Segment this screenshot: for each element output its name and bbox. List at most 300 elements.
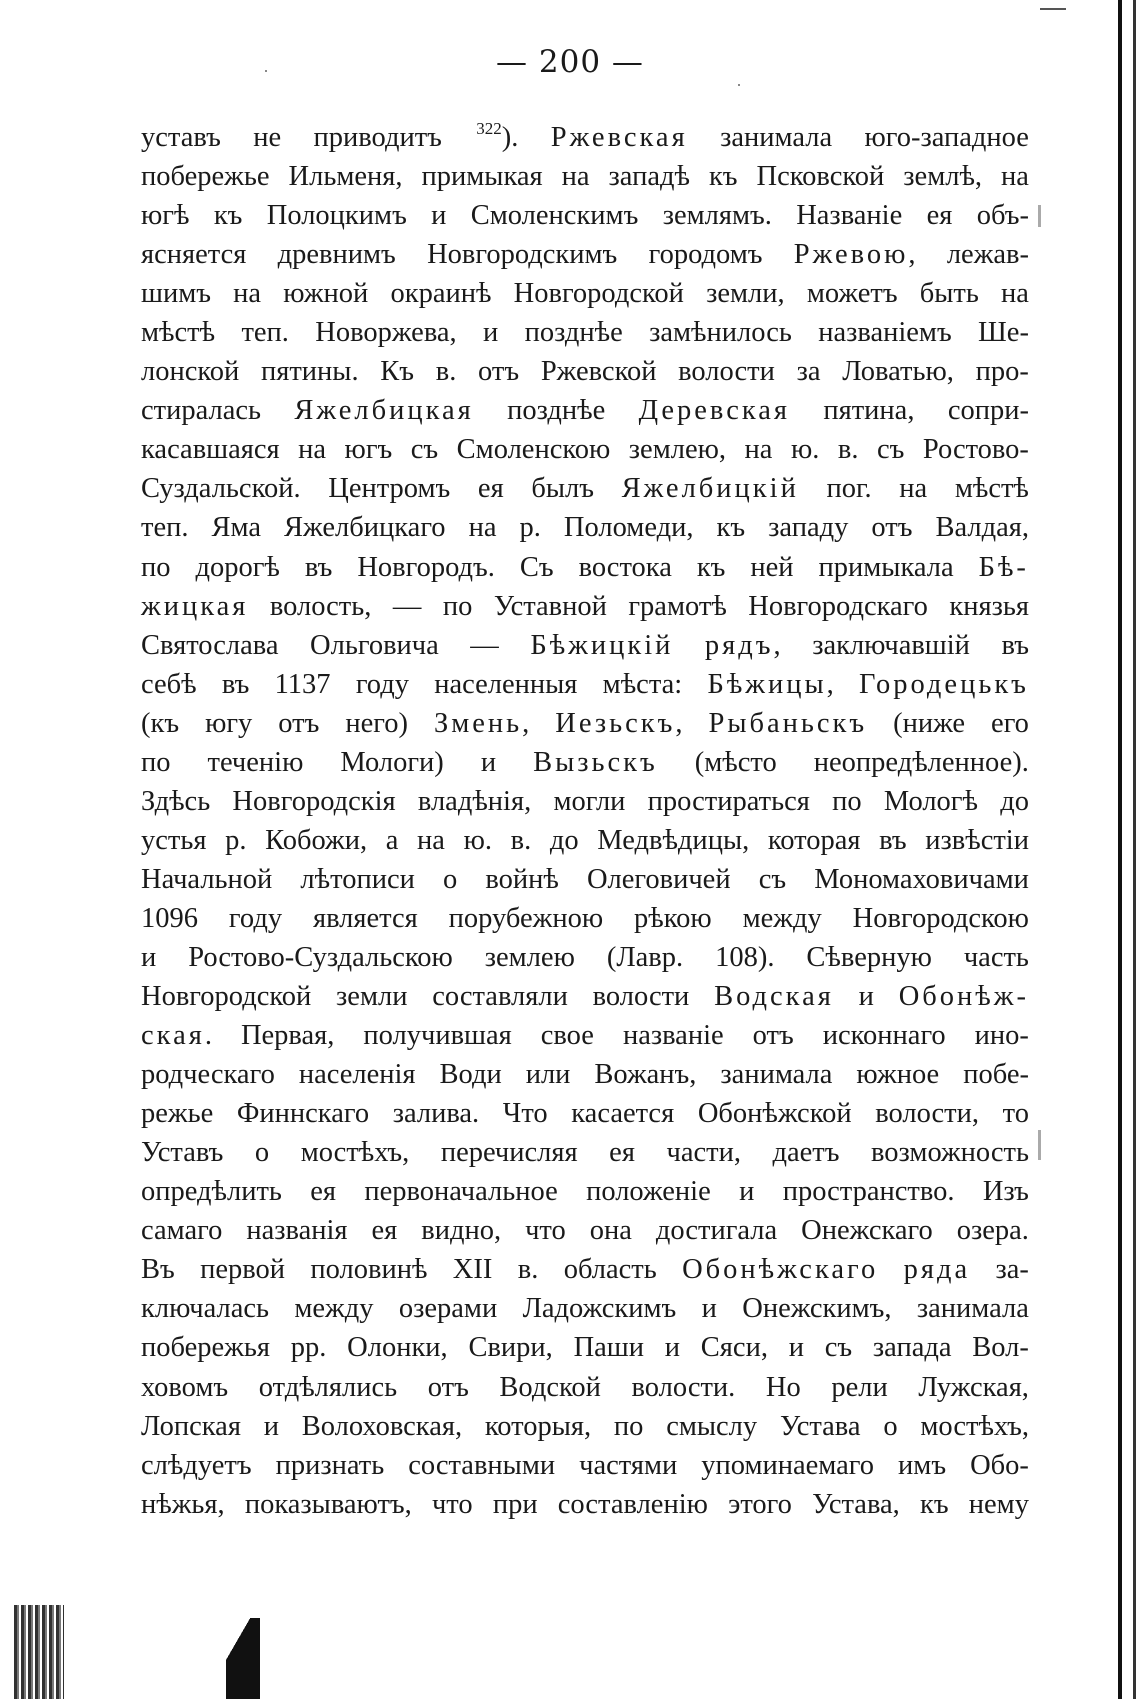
word: за xyxy=(796,356,821,388)
text-line xyxy=(141,548,1029,587)
word: ея xyxy=(477,473,504,505)
word: лежав- xyxy=(946,239,1029,271)
word: уставъ xyxy=(141,122,221,153)
word xyxy=(530,626,673,665)
word: войнѣ xyxy=(485,863,559,895)
word: названіемъ xyxy=(818,317,952,349)
word: Медвѣдицы, xyxy=(597,824,750,856)
word: части, xyxy=(666,1137,741,1169)
word: между xyxy=(742,902,822,934)
word: Свири, xyxy=(468,1332,553,1364)
word: волости xyxy=(592,981,690,1013)
word: въ xyxy=(221,668,250,700)
spaced-emphasis: Змень xyxy=(433,707,523,739)
word: по xyxy=(141,551,171,583)
word: опредѣлить xyxy=(141,1176,282,1208)
word: позднѣе xyxy=(524,317,623,349)
word: названія xyxy=(246,1215,348,1247)
word: населенныя xyxy=(434,668,578,700)
text-line xyxy=(141,860,1029,899)
scan-speck xyxy=(738,84,740,86)
word: до xyxy=(1000,785,1029,817)
word: Вожанъ, xyxy=(594,1059,697,1091)
word: Мологи) xyxy=(340,746,444,778)
spaced-emphasis: ряда xyxy=(903,1254,971,1286)
word: Что xyxy=(502,1098,548,1130)
word: — xyxy=(392,590,422,622)
spaced-emphasis: Ржевою xyxy=(793,239,909,271)
spaced-emphasis: Вызьскъ xyxy=(533,746,658,778)
word: былъ xyxy=(531,473,594,505)
spaced-emphasis: Бѣ- xyxy=(978,551,1029,583)
word: отъ xyxy=(278,707,320,739)
word: устья xyxy=(141,824,207,856)
word: ея xyxy=(926,200,953,232)
text-line xyxy=(141,235,1029,274)
word: р. xyxy=(225,824,247,856)
word: отдѣлялись xyxy=(258,1371,398,1403)
word: Первая, xyxy=(240,1020,335,1052)
word xyxy=(141,587,248,626)
word: положеніе xyxy=(586,1176,711,1208)
word: Новгородскія xyxy=(232,785,396,817)
word: самаго xyxy=(141,1215,223,1247)
word: примыкая xyxy=(421,161,543,193)
word: Псковской xyxy=(756,161,885,193)
word: Новгородъ. xyxy=(357,551,495,583)
word: ясняется xyxy=(141,239,247,271)
text-line xyxy=(141,1368,1029,1407)
word: Новгородской xyxy=(513,278,684,310)
word: ховомъ xyxy=(141,1371,229,1403)
word: ея xyxy=(310,1176,337,1208)
word: Паши xyxy=(573,1332,644,1364)
scan-artifact xyxy=(14,1605,64,1699)
word: востока xyxy=(578,551,672,583)
word: Новгородскаго xyxy=(748,590,928,622)
word: на xyxy=(744,434,773,466)
word: извѣстіи xyxy=(925,824,1029,856)
spaced-emphasis: рядъ xyxy=(704,629,774,661)
word: землямъ. xyxy=(662,200,772,232)
word: съ xyxy=(876,434,905,466)
word: о xyxy=(883,1410,898,1442)
text-line xyxy=(141,821,1029,860)
scan-mark xyxy=(1038,205,1041,227)
text-line xyxy=(141,1055,1029,1094)
word: мѣста: xyxy=(602,668,683,700)
word: Устава, xyxy=(812,1488,900,1520)
word: касавшаяся xyxy=(141,434,280,466)
word: отъ xyxy=(427,1371,469,1403)
word: пространство. xyxy=(782,1176,955,1208)
word: отъ xyxy=(478,356,520,388)
word: отъ xyxy=(871,512,913,544)
word xyxy=(533,743,658,782)
word: и xyxy=(480,746,497,778)
word: не xyxy=(253,122,282,153)
word: году xyxy=(355,668,409,700)
text-line xyxy=(141,430,1029,469)
word: 1137 xyxy=(274,668,331,700)
word xyxy=(622,469,799,508)
word: часть xyxy=(963,941,1029,973)
word: западу xyxy=(768,512,849,544)
word: Ржевской xyxy=(540,356,657,388)
word: волости, xyxy=(875,1098,980,1130)
word: (къ xyxy=(141,707,180,739)
word: упоминаемаго xyxy=(701,1449,875,1481)
word: 108). xyxy=(715,941,775,973)
word: первой xyxy=(200,1254,286,1286)
word: къ xyxy=(716,512,746,544)
word: году xyxy=(228,902,283,934)
word: стиралась xyxy=(141,395,262,427)
word: Водской xyxy=(499,1371,601,1403)
word: Новгородскимъ xyxy=(427,239,618,271)
word: которая xyxy=(767,824,861,856)
word: показываютъ, xyxy=(244,1488,412,1520)
word: XII xyxy=(452,1254,493,1286)
word: или xyxy=(525,1059,571,1091)
word: и xyxy=(739,1176,755,1208)
spaced-emphasis: жицкая xyxy=(141,590,249,622)
word xyxy=(551,118,688,157)
word: признать xyxy=(275,1449,385,1481)
word: мостѣхъ, xyxy=(300,1137,410,1169)
word: къ xyxy=(708,161,738,193)
word: то xyxy=(1002,1098,1029,1130)
word: Обонѣжской xyxy=(697,1098,852,1130)
text-line xyxy=(141,157,1029,196)
text-line xyxy=(141,1407,1029,1446)
word: Смоленскимъ xyxy=(470,200,639,232)
word: югѣ xyxy=(141,200,190,232)
word: Лужская, xyxy=(918,1371,1029,1403)
word: а xyxy=(385,824,399,856)
word: населенія xyxy=(298,1059,416,1091)
word: Ростово- xyxy=(922,434,1029,466)
word: Изъ xyxy=(982,1176,1029,1208)
spaced-emphasis: Бѣжицы xyxy=(707,668,827,700)
text-line xyxy=(141,1446,1029,1485)
word: Въ xyxy=(141,1254,175,1286)
word: Змень, xyxy=(434,704,529,743)
word: съ xyxy=(410,434,439,466)
word: занимала xyxy=(720,1059,833,1091)
word: (мѣсто xyxy=(694,746,777,778)
word: древнимъ xyxy=(277,239,396,271)
word: (Лавр. xyxy=(606,941,684,973)
word: родческаго xyxy=(141,1059,275,1091)
word: съ xyxy=(758,863,787,895)
word: простираться xyxy=(647,785,810,817)
scan-edge-line xyxy=(1118,0,1122,1699)
word: ключалась xyxy=(141,1293,270,1325)
word: ино- xyxy=(974,1020,1029,1052)
scan-mark xyxy=(1040,8,1066,10)
word: является xyxy=(312,902,418,934)
word: в. xyxy=(435,356,457,388)
word: Ладожскимъ xyxy=(522,1293,677,1325)
word: волости. xyxy=(631,1371,736,1403)
word: пятина, xyxy=(823,395,915,427)
word: и xyxy=(141,941,157,973)
text-line xyxy=(141,704,1029,743)
word: составляли xyxy=(432,981,568,1013)
word: на xyxy=(899,473,928,505)
text-line xyxy=(141,313,1029,352)
word: югу xyxy=(205,707,253,739)
spaced-emphasis: Бѣжицкій xyxy=(530,629,674,661)
word: за- xyxy=(995,1254,1029,1286)
word: Названіе xyxy=(796,200,903,232)
word: Центромъ xyxy=(328,473,451,505)
word: Здѣсь xyxy=(141,785,211,817)
word: о xyxy=(442,863,458,895)
word: позднѣе xyxy=(507,395,606,427)
word: Святослава xyxy=(141,629,279,661)
word: западѣ xyxy=(608,161,690,193)
word: достигала xyxy=(655,1215,778,1247)
word: побе- xyxy=(963,1059,1029,1091)
word: земли xyxy=(336,981,408,1013)
word: югъ xyxy=(344,434,393,466)
word: по xyxy=(832,785,862,817)
text-line xyxy=(141,196,1029,235)
word: получившая xyxy=(363,1020,512,1052)
word: приводитъ xyxy=(313,122,442,153)
word: перечисляя xyxy=(440,1137,578,1169)
text-line xyxy=(141,938,1029,977)
word: Обо- xyxy=(970,1449,1029,1481)
word: Онежскаго xyxy=(801,1215,933,1247)
word: окраинѣ xyxy=(390,278,492,310)
spaced-emphasis: Иезьскъ xyxy=(555,707,676,739)
spaced-emphasis: ская xyxy=(141,1020,205,1052)
word: даетъ xyxy=(772,1137,840,1169)
word: по xyxy=(613,1410,644,1442)
word xyxy=(682,1250,878,1289)
word: в. xyxy=(837,434,859,466)
word: ней xyxy=(750,551,794,583)
text-line xyxy=(141,1485,1029,1524)
word: пятины. xyxy=(260,356,359,388)
word xyxy=(714,977,834,1016)
text-line xyxy=(141,1211,1029,1250)
text-line xyxy=(141,274,1029,313)
word: юго-западное xyxy=(864,122,1029,153)
word: названіе xyxy=(622,1020,724,1052)
word: объ- xyxy=(976,200,1029,232)
word: Полоцкимъ xyxy=(266,200,407,232)
word: смыслу xyxy=(666,1410,758,1442)
word: Олеговичей xyxy=(586,863,731,895)
word: мостѣхъ, xyxy=(920,1410,1029,1442)
word: ю. xyxy=(790,434,820,466)
word: Уставъ xyxy=(141,1137,224,1169)
spaced-emphasis: Обонѣж- xyxy=(898,981,1029,1013)
word: замѣнилось xyxy=(649,317,792,349)
word: Сѣверную xyxy=(806,941,932,973)
footnote-reference[interactable]: 322 xyxy=(476,119,502,138)
word: Къ xyxy=(380,356,415,388)
text-line xyxy=(141,1016,1029,1055)
word: ея xyxy=(609,1137,635,1169)
word: возможность xyxy=(871,1137,1029,1169)
word: себѣ xyxy=(141,668,197,700)
word: Ловатью, xyxy=(842,356,954,388)
word: его xyxy=(991,707,1029,739)
spaced-emphasis: Деревская xyxy=(638,395,791,427)
word: въ xyxy=(879,824,907,856)
word: теп. xyxy=(241,317,289,349)
word: Лопская xyxy=(141,1410,241,1442)
word: волость, xyxy=(269,590,372,622)
word: исконнаго xyxy=(822,1020,946,1052)
word: Ше- xyxy=(978,317,1029,349)
word: видно, xyxy=(421,1215,502,1247)
word: касается xyxy=(571,1098,675,1130)
text-line xyxy=(141,1328,1029,1367)
word: нѣжья, xyxy=(141,1488,225,1520)
word: волости xyxy=(678,356,775,388)
spaced-emphasis: Водская xyxy=(714,981,834,1013)
word: занимала xyxy=(720,122,833,153)
word: Но xyxy=(765,1371,801,1403)
word: сопри- xyxy=(947,395,1029,427)
word: къ xyxy=(920,1488,949,1520)
word: на xyxy=(417,824,445,856)
text-line xyxy=(141,977,1029,1016)
text-line xyxy=(141,899,1029,938)
word: этого xyxy=(728,1488,792,1520)
word: имъ xyxy=(898,1449,947,1481)
word: побережья xyxy=(141,1332,270,1364)
word: Устава xyxy=(779,1410,861,1442)
word: в. xyxy=(510,824,532,856)
scan-speck xyxy=(265,70,267,72)
word: (ниже xyxy=(893,707,966,739)
word: Олонки, xyxy=(347,1332,448,1364)
word: быть xyxy=(919,278,979,310)
body-text xyxy=(141,118,1029,1524)
spaced-emphasis: Городецькъ xyxy=(859,668,1029,700)
text-line xyxy=(141,1094,1029,1133)
word: свое xyxy=(540,1020,594,1052)
word: рядъ, xyxy=(705,626,781,665)
word: можетъ xyxy=(806,278,898,310)
word: занимала xyxy=(916,1293,1029,1325)
word: Ржевою, xyxy=(794,235,916,274)
word: на xyxy=(298,434,327,466)
word: ея xyxy=(371,1215,398,1247)
word: Новгородскою xyxy=(852,902,1029,934)
word: область xyxy=(563,1254,657,1286)
word: — xyxy=(470,629,499,661)
scan-edge-line xyxy=(1133,0,1136,1699)
word: 1096 xyxy=(141,902,198,934)
word: Мономаховичами xyxy=(814,863,1029,895)
word xyxy=(904,1250,971,1289)
word: землею xyxy=(484,941,575,973)
word: землѣ, xyxy=(903,161,983,193)
spaced-emphasis: Рыбаньскъ xyxy=(708,707,868,739)
word: Ольговича xyxy=(310,629,439,661)
word: къ xyxy=(213,200,243,232)
word: что xyxy=(431,1488,473,1520)
word: и xyxy=(263,1410,279,1442)
word: до xyxy=(549,824,579,856)
word: побережье xyxy=(141,161,270,193)
word: могли xyxy=(553,785,626,817)
scan-artifact xyxy=(226,1618,260,1699)
text-line xyxy=(141,508,1029,547)
word: о xyxy=(254,1137,270,1169)
word: отъ xyxy=(752,1020,794,1052)
word xyxy=(859,665,1029,704)
word: рели xyxy=(831,1371,888,1403)
word: в. xyxy=(517,1254,539,1286)
text-line xyxy=(141,626,1029,665)
text-line xyxy=(141,118,1029,157)
word: шимъ xyxy=(141,278,211,310)
page-number: — 200 — xyxy=(496,44,644,80)
text-line xyxy=(141,665,1029,704)
word: между xyxy=(294,1293,374,1325)
word: Начальной xyxy=(141,863,273,895)
spaced-emphasis: Яжелбицкій xyxy=(621,473,799,505)
word: на xyxy=(1001,161,1029,193)
word: залива. xyxy=(392,1098,480,1130)
word: землею, xyxy=(628,434,727,466)
word: теп. xyxy=(141,512,189,544)
text-line xyxy=(141,1133,1029,1172)
word: въ xyxy=(1001,629,1029,661)
word: пог. xyxy=(826,473,872,505)
word: по xyxy=(141,746,171,778)
word: и xyxy=(701,1293,717,1325)
word: Смоленскою xyxy=(456,434,611,466)
word: на xyxy=(561,161,590,193)
word: Поломеди, xyxy=(563,512,694,544)
word: Новоржева, xyxy=(315,317,457,349)
word: мѣстѣ xyxy=(954,473,1029,505)
word: нему xyxy=(968,1488,1029,1520)
spaced-emphasis: Яжелбицкая xyxy=(294,395,474,427)
word: при xyxy=(492,1488,538,1520)
word: владѣнія, xyxy=(417,785,532,817)
text-line xyxy=(141,1289,1029,1328)
word: составленію xyxy=(557,1488,708,1520)
word: къ xyxy=(696,551,726,583)
word: Кобожи, xyxy=(265,824,368,856)
word: Суздальской. xyxy=(141,473,301,505)
word: Уставной xyxy=(493,590,607,622)
word: озера. xyxy=(956,1215,1029,1247)
word: половинѣ xyxy=(310,1254,428,1286)
word: запада xyxy=(872,1332,952,1364)
text-line xyxy=(141,391,1029,430)
word: Сяси, xyxy=(700,1332,768,1364)
word: рѣкою xyxy=(634,902,712,934)
word: режье xyxy=(141,1098,214,1130)
word: частями xyxy=(579,1449,678,1481)
scan-mark xyxy=(1038,1130,1041,1160)
word: Бѣжицы, xyxy=(707,665,833,704)
word: съ xyxy=(824,1332,853,1364)
word: на xyxy=(1001,278,1029,310)
